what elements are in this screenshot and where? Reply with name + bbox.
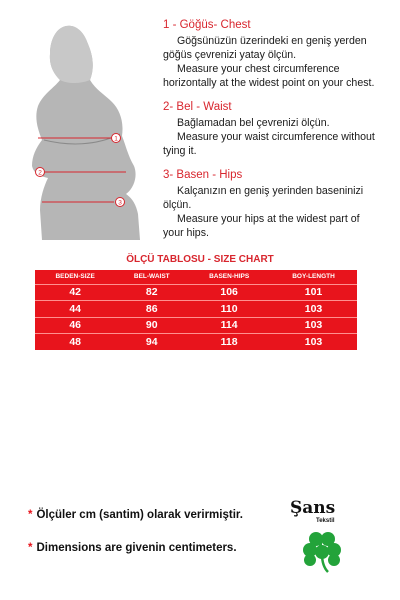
- note-english: [28, 542, 237, 554]
- chest-title: 1 - Göğüs- Chest: [163, 19, 251, 31]
- size-table-header: [35, 270, 357, 284]
- body-silhouette: [8, 18, 158, 240]
- asterisk-icon: *: [28, 509, 33, 521]
- note-english-text: Dimensions are givenin centimeters.: [36, 542, 237, 554]
- table-row: [35, 301, 357, 318]
- logo-subtitle: Tekstil: [316, 518, 335, 524]
- header-length: BOY-LENGTH: [270, 270, 357, 284]
- chest-text-tr-1: Göğsünüzün üzerindeki en geniş yerden: [177, 35, 367, 47]
- header-waist: BEL-WAIST: [115, 270, 188, 284]
- hips-text-en-2: your hips.: [163, 227, 209, 239]
- cell-length: 103: [304, 336, 323, 348]
- hips-instructions: [163, 168, 395, 240]
- waist-instructions: [163, 100, 395, 158]
- size-chart-table: [35, 270, 357, 350]
- cell-waist: 94: [145, 336, 158, 348]
- waist-marker-label: 2: [38, 169, 42, 177]
- hips-marker-label: 3: [118, 199, 122, 207]
- cell-length: 103: [270, 301, 357, 318]
- measurement-instructions: [163, 18, 395, 250]
- silhouette-graphic: [8, 18, 158, 240]
- chest-instructions: [163, 18, 395, 90]
- waist-text-tr-1: Bağlamadan bel çevrenizi ölçün.: [177, 117, 330, 129]
- waist-text-en-2: tying it.: [163, 145, 197, 157]
- cell-waist: 82: [115, 284, 188, 301]
- table-row: [35, 334, 357, 351]
- cell-hips: 114: [188, 317, 270, 334]
- asterisk-icon: *: [28, 542, 33, 554]
- note-turkish-text: Ölçüler cm (santim) olarak verirmiştir.: [36, 509, 243, 521]
- cell-size: 44: [35, 301, 115, 318]
- brand-logo: [290, 498, 350, 578]
- chest-text-en-1: Measure your chest circumference: [177, 63, 340, 75]
- cell-size: 46: [35, 317, 115, 334]
- chest-text-tr-2: göğüs çevrenizi yatay ölçün.: [163, 49, 297, 61]
- cell-length: 101: [270, 284, 357, 301]
- cell-hips: 118: [220, 336, 238, 348]
- hips-title: 3- Basen - Hips: [163, 169, 243, 181]
- hips-text-tr-2: ölçün.: [163, 199, 192, 211]
- note-turkish: [28, 509, 243, 521]
- waist-text-en-1: Measure your waist circumference without: [177, 131, 375, 143]
- cell-length: 103: [270, 317, 357, 334]
- header-hips: BASEN-HIPS: [188, 270, 270, 284]
- waist-title: 2- Bel - Waist: [163, 101, 232, 113]
- clover-icon: [300, 528, 344, 574]
- chest-marker-label: 1: [114, 135, 118, 143]
- hips-text-en-1: Measure your hips at the widest part of: [177, 213, 360, 225]
- cell-hips: 110: [188, 301, 270, 318]
- chest-text-en-2: horizontally at the widest point on your chest.: [163, 77, 375, 89]
- table-row: [35, 284, 357, 301]
- cell-size: 42: [35, 284, 115, 301]
- cell-waist: 86: [115, 301, 188, 318]
- size-chart-title: ÖLÇÜ TABLOSU - SIZE CHART: [126, 254, 274, 265]
- table-row: [35, 317, 357, 334]
- header-size: BEDEN-SIZE: [35, 270, 115, 284]
- hips-text-tr-1: Kalçanızın en geniş yerinden baseninizi: [177, 185, 364, 197]
- cell-size: 48: [69, 336, 81, 348]
- cell-waist: 90: [115, 317, 188, 334]
- cell-hips: 106: [188, 284, 270, 301]
- logo-name: Şans: [290, 498, 336, 518]
